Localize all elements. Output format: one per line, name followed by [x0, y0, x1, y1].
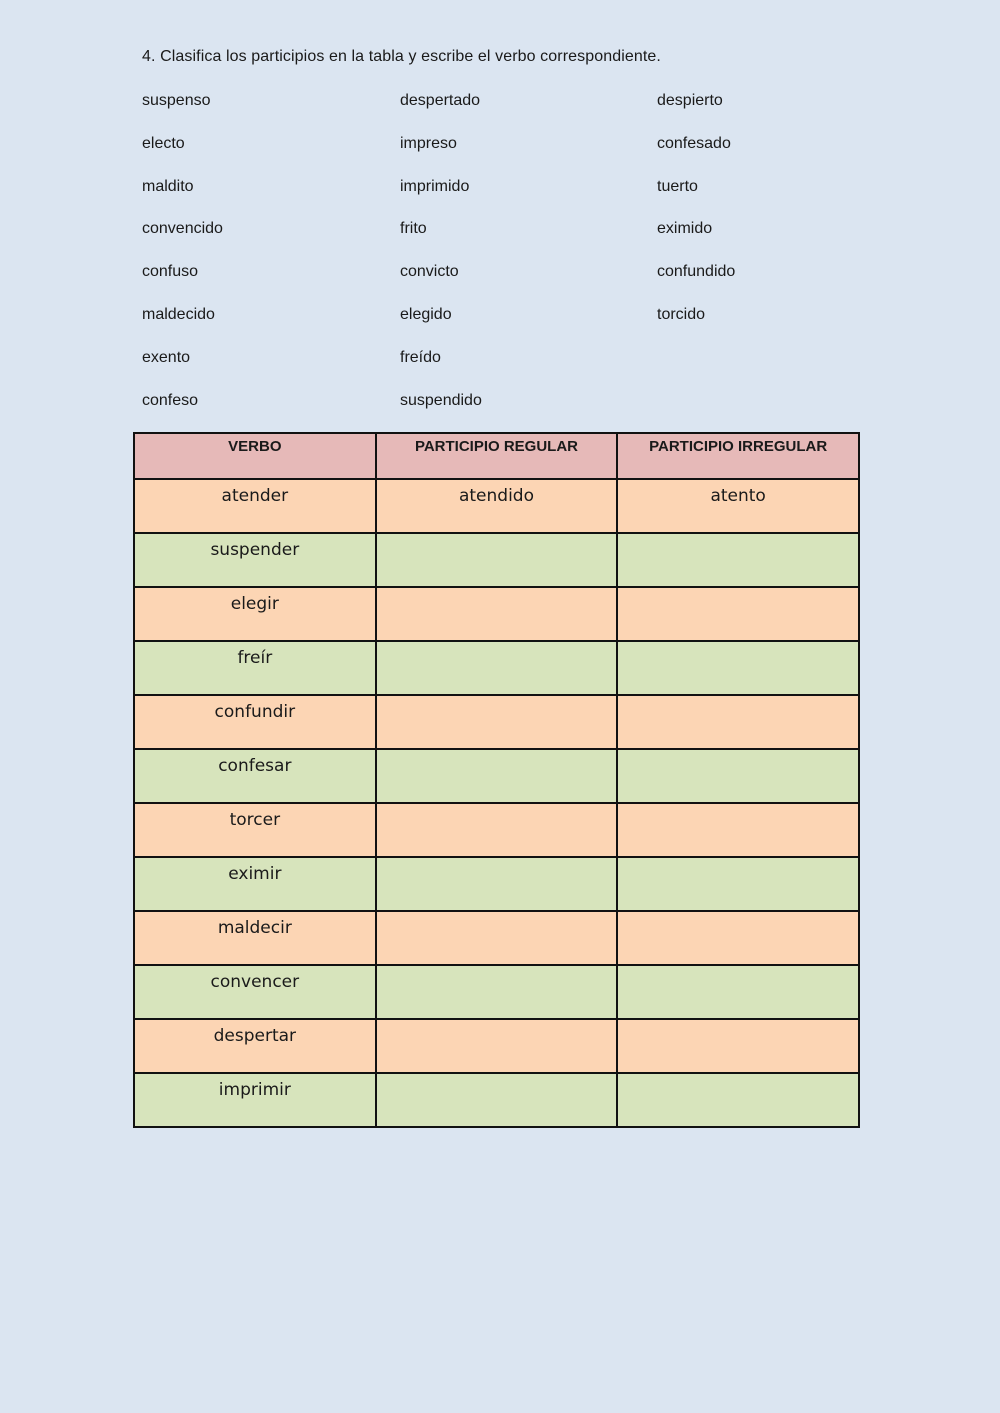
word-item: maldecido: [142, 305, 215, 323]
regular-participle-cell[interactable]: [376, 1019, 618, 1073]
irregular-participle-cell[interactable]: [617, 641, 859, 695]
header-participio-regular: PARTICIPIO REGULAR: [376, 433, 618, 479]
word-item: suspenso: [142, 92, 211, 109]
word-item: maldito: [142, 177, 194, 195]
word-item: confundido: [657, 263, 736, 281]
word-item: imprimido: [400, 177, 470, 195]
regular-participle-cell[interactable]: [376, 803, 618, 857]
word-item: tuerto: [657, 177, 698, 195]
regular-participle-cell[interactable]: [376, 1073, 618, 1127]
table-row: [134, 1073, 859, 1127]
verb-cell: imprimir: [134, 1073, 376, 1127]
table-row: [134, 803, 859, 857]
irregular-participle-cell[interactable]: [617, 695, 859, 749]
word-item: confeso: [142, 391, 199, 409]
verb-cell: maldecir: [134, 911, 376, 965]
word-item: convencido: [142, 220, 223, 238]
table-row: [134, 749, 859, 803]
verb-cell: confesar: [134, 749, 376, 803]
regular-participle-cell[interactable]: [376, 749, 618, 803]
word-item: confuso: [142, 263, 199, 281]
word-item: torcido: [657, 305, 706, 323]
irregular-participle-cell[interactable]: [617, 857, 859, 911]
word-column-3: [657, 91, 735, 348]
word-item: convicto: [400, 263, 459, 281]
regular-participle-cell[interactable]: [376, 965, 618, 1019]
regular-participle-cell[interactable]: [376, 911, 618, 965]
irregular-participle-cell[interactable]: [617, 1073, 859, 1127]
word-column-2: [400, 91, 482, 433]
word-item: despierto: [657, 92, 723, 109]
word-item: confesado: [657, 134, 731, 152]
word-item: despertado: [400, 92, 481, 109]
word-item: elegido: [400, 305, 452, 323]
participle-table: [133, 432, 860, 1128]
verb-cell: eximir: [134, 857, 376, 911]
regular-participle-cell[interactable]: [376, 641, 618, 695]
verb-cell: confundir: [134, 695, 376, 749]
verb-cell: convencer: [134, 965, 376, 1019]
regular-participle-cell[interactable]: [376, 695, 618, 749]
regular-participle-cell[interactable]: [376, 857, 618, 911]
word-column-1: [142, 91, 223, 433]
verb-cell: torcer: [134, 803, 376, 857]
table-row: [134, 857, 859, 911]
word-item: exento: [142, 348, 191, 366]
irregular-participle-cell[interactable]: [617, 533, 859, 587]
header-verbo: VERBO: [134, 433, 376, 479]
word-item: freído: [400, 348, 441, 366]
table-row: [134, 695, 859, 749]
irregular-participle-cell[interactable]: [617, 911, 859, 965]
table-row: [134, 965, 859, 1019]
table-row: [134, 911, 859, 965]
word-item: impreso: [400, 134, 457, 152]
table-header-row: [134, 433, 859, 479]
regular-participle-cell: atendido: [376, 479, 618, 533]
table-row: [134, 479, 859, 533]
word-item: eximido: [657, 220, 713, 238]
word-item: suspendido: [400, 391, 482, 409]
irregular-participle-cell[interactable]: [617, 1019, 859, 1073]
regular-participle-cell[interactable]: [376, 587, 618, 641]
table-row: [134, 587, 859, 641]
verb-cell: freír: [134, 641, 376, 695]
instruction-text: 4. Clasifica los participios en la tabla y escribe el verbo correspondiente.: [142, 48, 661, 65]
word-item: frito: [400, 220, 427, 238]
verb-cell: atender: [134, 479, 376, 533]
irregular-participle-cell[interactable]: [617, 587, 859, 641]
table-row: [134, 641, 859, 695]
regular-participle-cell[interactable]: [376, 533, 618, 587]
irregular-participle-cell: atento: [617, 479, 859, 533]
header-participio-irregular: PARTICIPIO IRREGULAR: [617, 433, 859, 479]
irregular-participle-cell[interactable]: [617, 803, 859, 857]
verb-cell: despertar: [134, 1019, 376, 1073]
word-item: electo: [142, 134, 185, 152]
verb-cell: elegir: [134, 587, 376, 641]
table-row: [134, 533, 859, 587]
irregular-participle-cell[interactable]: [617, 749, 859, 803]
table-row: [134, 1019, 859, 1073]
irregular-participle-cell[interactable]: [617, 965, 859, 1019]
verb-cell: suspender: [134, 533, 376, 587]
